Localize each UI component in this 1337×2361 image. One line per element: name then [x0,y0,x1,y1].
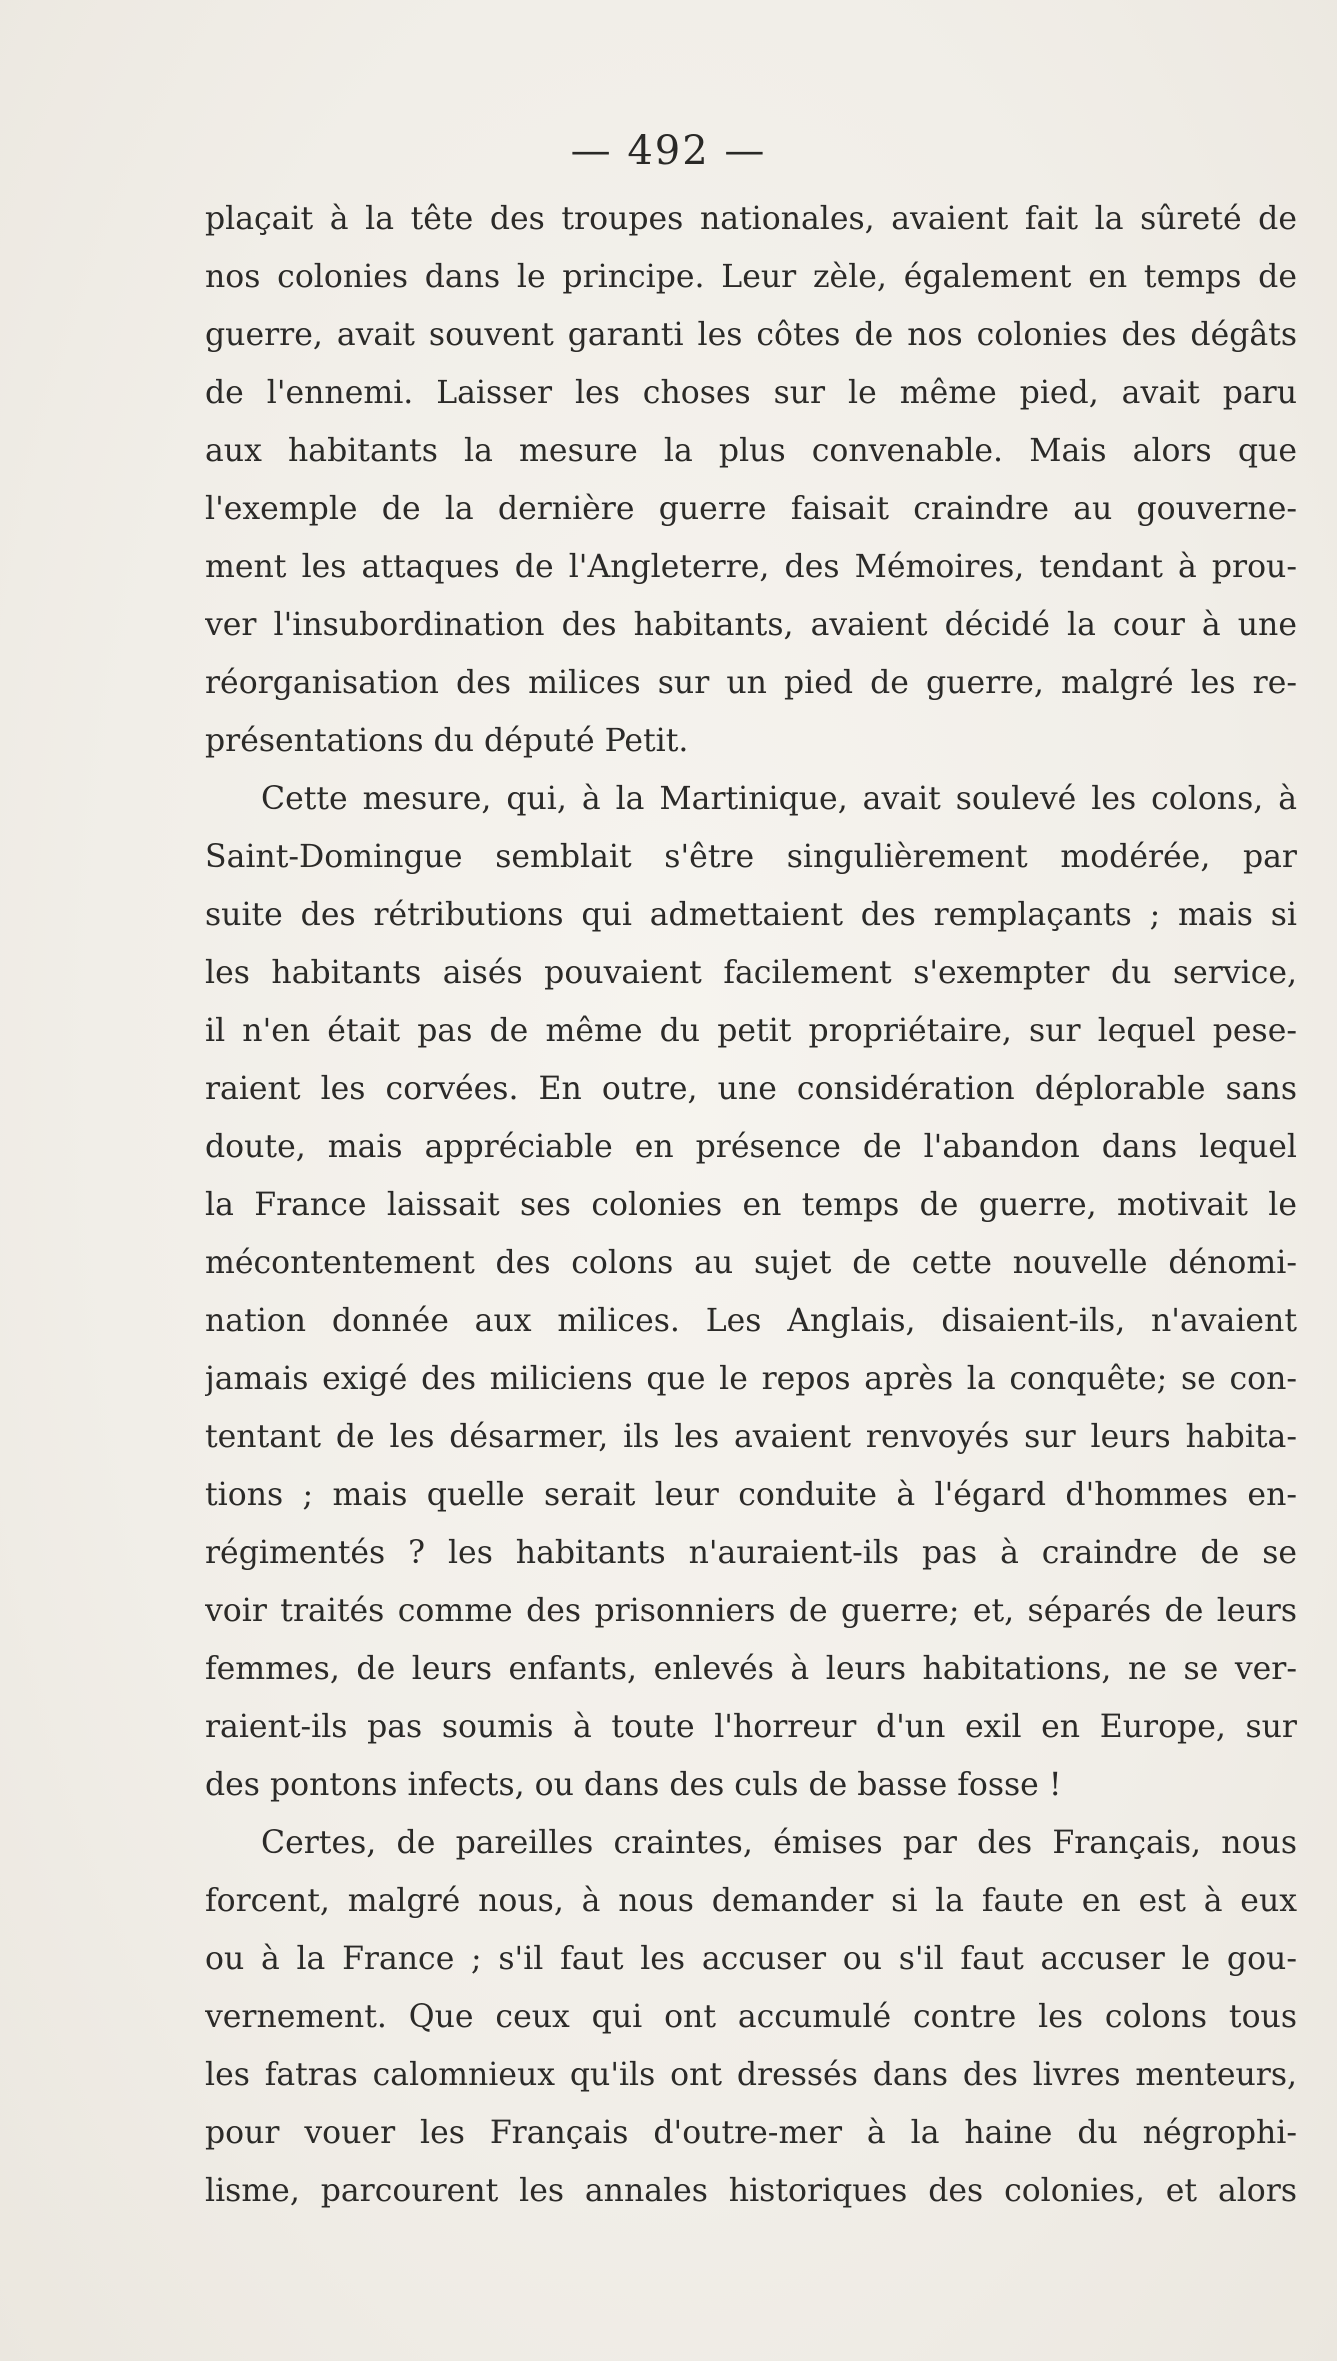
text-line: l'exemple de la dernière guerre faisait craindre au gouverne- [205,491,1297,527]
text-line: ou à la France ; s'il faut les accuser ou s'il faut accuser le gou- [205,1941,1297,1977]
text-line: la France laissait ses colonies en temps de guerre, motivait le [205,1187,1297,1223]
text-line: réorganisation des milices sur un pied de guerre, malgré les re- [205,665,1297,701]
text-line: raient les corvées. En outre, une considération déplorable sans [205,1071,1297,1107]
text-line: présentations du député Petit. [205,723,689,759]
text-line: nos colonies dans le principe. Leur zèle, également en temps de [205,259,1297,295]
text-line: des pontons infects, ou dans des culs de basse fosse ! [205,1767,1062,1803]
text-line: ment les attaques de l'Angleterre, des Mémoires, tendant à prou- [205,549,1297,585]
text-line: de l'ennemi. Laisser les choses sur le même pied, avait paru [205,375,1297,411]
text-line: mécontentement des colons au sujet de cette nouvelle dénomi- [205,1245,1297,1281]
text-line: guerre, avait souvent garanti les côtes de nos colonies des dégâts [205,317,1297,353]
text-line: ver l'insubordination des habitants, avaient décidé la cour à une [205,607,1297,643]
text-line: Saint-Domingue semblait s'être singulièrement modérée, par [205,839,1297,875]
text-line: Certes, de pareilles craintes, émises par des Français, nous [261,1825,1297,1861]
text-line: suite des rétributions qui admettaient des remplaçants ; mais si [205,897,1297,933]
text-line: pour vouer les Français d'outre-mer à la haine du négrophi- [205,2115,1297,2151]
page-number: — 492 — [570,128,767,174]
text-line: voir traités comme des prisonniers de guerre; et, séparés de leurs [205,1593,1297,1629]
text-line: lisme, parcourent les annales historiques des colonies, et alors [205,2173,1297,2209]
text-line: jamais exigé des miliciens que le repos après la conquête; se con- [205,1361,1297,1397]
text-line: doute, mais appréciable en présence de l'abandon dans lequel [205,1129,1297,1165]
text-line: les fatras calomnieux qu'ils ont dressés dans des livres menteurs, [205,2057,1297,2093]
text-line: tentant de les désarmer, ils les avaient renvoyés sur leurs habita- [205,1419,1297,1455]
body-text [205,190,1297,2220]
text-line: régimentés ? les habitants n'auraient-ils pas à craindre de se [205,1535,1297,1571]
text-line: raient-ils pas soumis à toute l'horreur d'un exil en Europe, sur [205,1709,1297,1745]
text-line: femmes, de leurs enfants, enlevés à leurs habitations, ne se ver- [205,1651,1297,1687]
text-line: il n'en était pas de même du petit propriétaire, sur lequel pese- [205,1013,1297,1049]
text-line: les habitants aisés pouvaient facilement s'exempter du service, [205,955,1297,991]
text-line: aux habitants la mesure la plus convenable. Mais alors que [205,433,1297,469]
text-line: nation donnée aux milices. Les Anglais, disaient-ils, n'avaient [205,1303,1297,1339]
text-line: plaçait à la tête des troupes nationales, avaient fait la sûreté de [205,201,1297,237]
text-line: Cette mesure, qui, à la Martinique, avait soulevé les colons, à [261,781,1297,817]
text-line: tions ; mais quelle serait leur conduite à l'égard d'hommes en- [205,1477,1297,1513]
text-line: vernement. Que ceux qui ont accumulé contre les colons tous [205,1999,1297,2035]
text-line: forcent, malgré nous, à nous demander si la faute en est à eux [205,1883,1297,1919]
